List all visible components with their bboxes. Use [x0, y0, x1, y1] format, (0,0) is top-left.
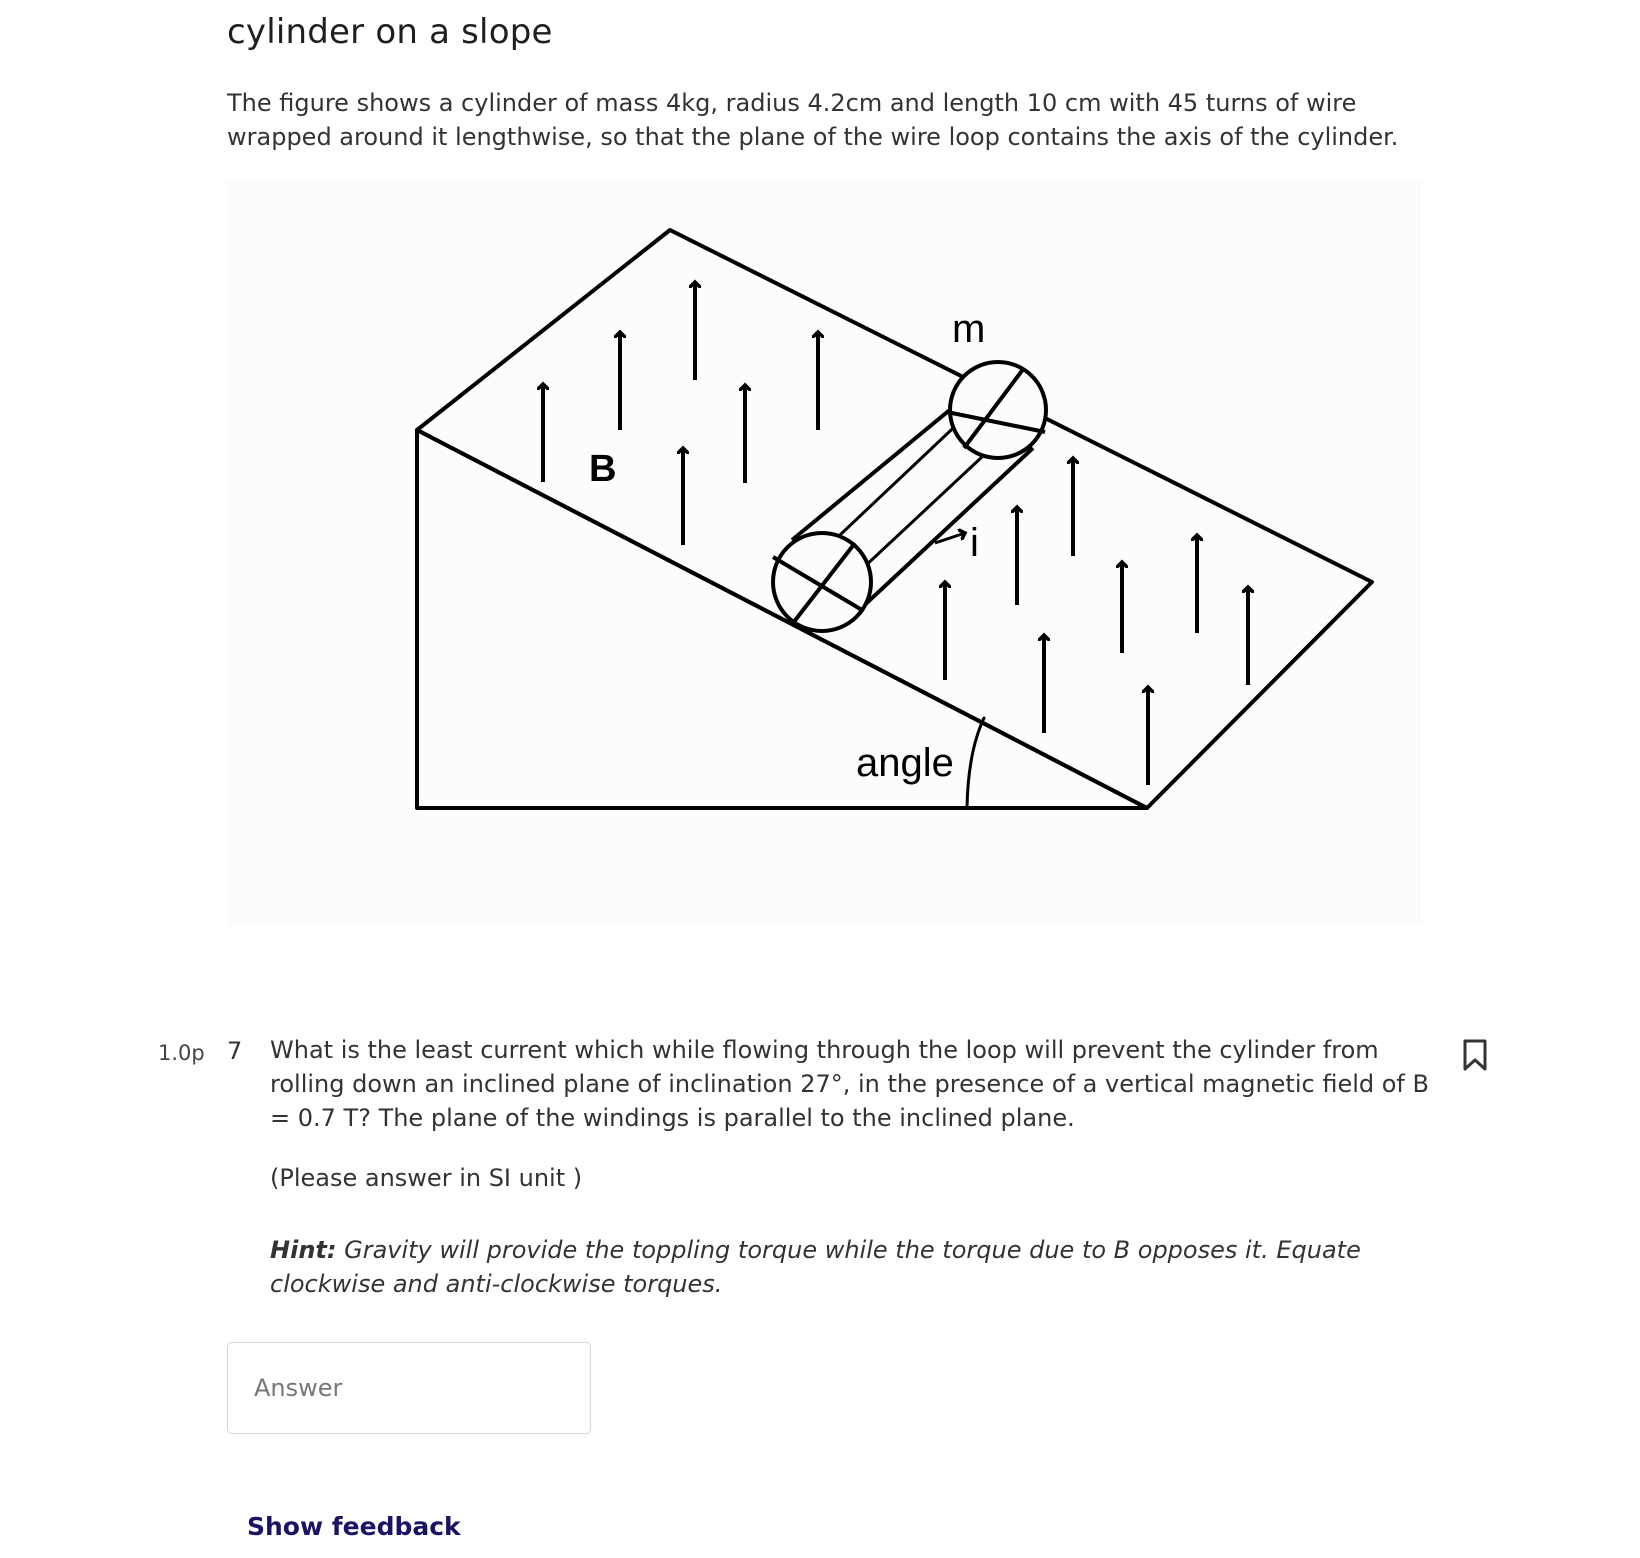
- intro-text: The figure shows a cylinder of mass 4kg, radius 4.2cm and length 10 cm with 45 turns of wire wrapped around it lengthwise, so that the plane of the wire loop contains the axis of the cylinder.: [227, 89, 1399, 151]
- bookmark-icon: [1462, 1038, 1488, 1072]
- label-i: i: [970, 521, 979, 565]
- bookmark-button[interactable]: [1462, 1038, 1488, 1072]
- figure: [227, 180, 1422, 925]
- page-title: cylinder on a slope: [227, 12, 553, 52]
- label-b: B: [589, 448, 617, 490]
- hint: [270, 1233, 1440, 1301]
- cylinder-far-end: [950, 362, 1046, 458]
- angle-arc: [967, 718, 984, 808]
- figure-diagram: [227, 180, 1422, 925]
- answer-input[interactable]: [227, 1342, 591, 1434]
- question-points: 1.0p: [158, 1041, 205, 1065]
- b-field-arrows: [543, 282, 1248, 785]
- hint-label: Hint:: [270, 1236, 337, 1264]
- label-angle: angle: [856, 741, 954, 785]
- question-number: 7: [227, 1037, 243, 1065]
- unit-note: (Please answer in SI unit ): [270, 1164, 583, 1192]
- label-m: m: [952, 307, 986, 351]
- question-text: What is the least current which while flowing through the loop will prevent the cylinder from rolling down an inclined plane of inclination 27°, in the presence of a vertical magnetic field of B = 0.7 T? The plane of the windings is parallel to the inclined plane.: [270, 1036, 1429, 1132]
- show-feedback-link[interactable]: Show feedback: [247, 1512, 461, 1541]
- incline-surface: [417, 230, 1372, 808]
- cylinder: [773, 362, 1046, 631]
- cylinder-near-end: [773, 533, 871, 631]
- hint-text: Gravity will provide the toppling torque while the torque due to B opposes it. Equate clockwise and anti-clockwise torques.: [270, 1236, 1361, 1298]
